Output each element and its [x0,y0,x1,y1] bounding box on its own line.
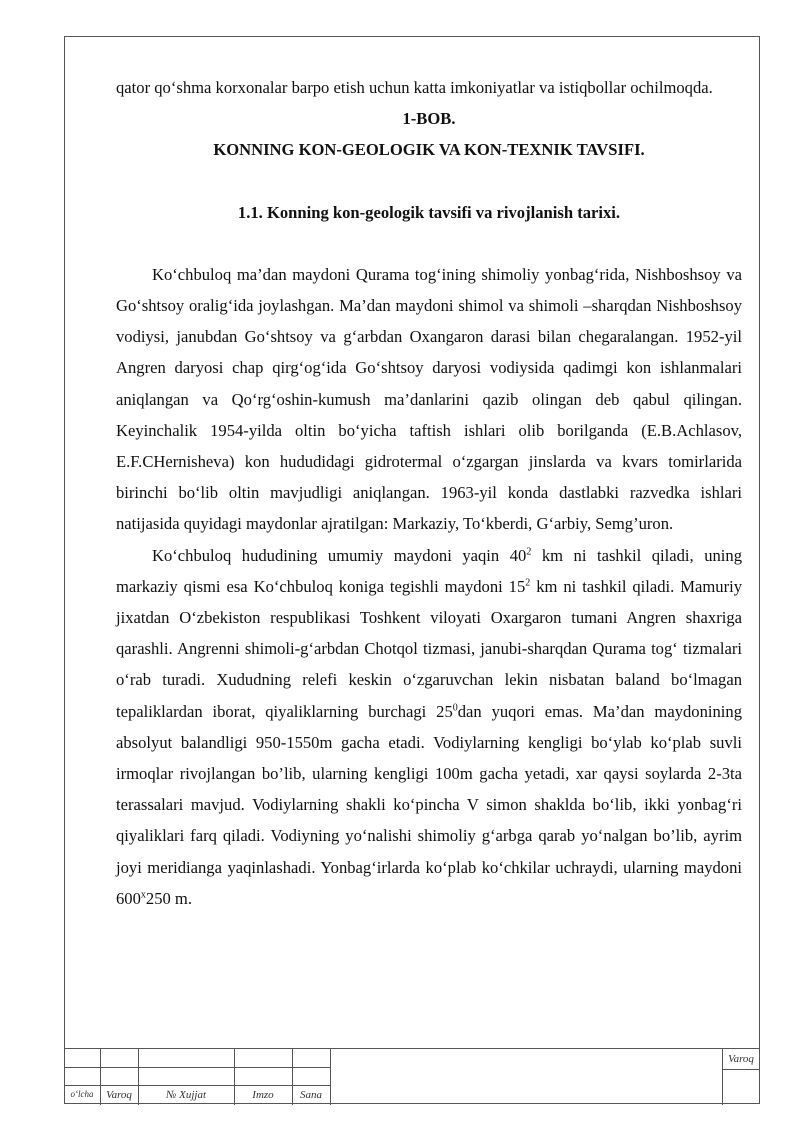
stamp-row-line [64,1067,330,1068]
chapter-title: KONNING KON-GEOLOGIK VA KON-TEXNIK TAVSIFI. [213,140,645,160]
p2-text-3: km ni tashkil qiladi. Mamuriy jixatdan O‘zbekiston respublikasi Toshkent viloyati Oxargaron tumani Angren shaxriga qarashli. Angrenni shimoli-g‘arbdan Chotqol tizmasi, janubi-sharqdan Qurama tog‘ tizmalari o‘rab turadi. Xududning relefi keskin o‘zgaruvchan lekin nisbatan baland bo‘lmagan tepaliklardan iborat, qiyaliklarning burchagi 25 [116,576,742,721]
stamp-sheet-label: Varoq [728,1053,754,1065]
p2-text-1: Ko‘chbuloq hududining umumiy maydoni yaqin 40 [152,545,527,565]
stamp-row-line [64,1085,330,1086]
p2-sup-2: 2 [525,577,531,589]
stamp-sheet-line [722,1069,760,1070]
p2-sup-3: 0 [452,702,458,714]
p2-text-2: km ni tashkil qiladi, uning markaziy qismi esa Ko‘chbuloq koniga tegishli maydoni 15 [116,545,743,596]
p2-text-5: 250 m. [145,888,192,908]
paragraph-2 [116,540,742,914]
p2-text-4: dan yuqori emas. Ma’dan maydonining absolyut balandligi 950-1550m gacha etadi. Vodiylarning kengligi bo‘ylab ko‘plab suvli irmoqlar rivojlangan bo’lib, ularning kengligi 100m gacha yetadi, xar qaysi soylarda 2-3ta terassalari mavjud. Vodiylarning shakli ko‘pincha V simon shaklda bo‘lib, ikki yonbag‘ri qiyaliklari farq qiladi. Vodiyning yo‘nalishi shimoliy g‘arbga qarab yo‘nalgan bo’lib, ayrim joyi meridianga yaqinlashadi. Yonbag‘irlarda ko‘plab ko‘chkilar uchraydi, ularning maydoni 600 [116,701,742,908]
stamp-date-label: Sana [300,1089,322,1101]
chapter-number: 1-BOB. [402,109,456,129]
stamp-sheet-col-label: Varoq [106,1089,132,1101]
p2-sup-1: 2 [526,546,532,558]
document-body [116,72,742,914]
stamp-sign-label: Imzo [252,1089,274,1101]
stamp-change-label: o‘lchа [70,1089,94,1099]
title-block-stamp [64,1048,760,1104]
section-title: 1.1. Konning kon-geologik tavsifi va rivojlanish tarixi. [237,202,621,222]
intro-text: qator qo‘shma korxonalar barpo etish uchun katta imkoniyatlar va istiqbollar ochilmoqda. [116,78,713,97]
stamp-doc-label: № Xujjat [165,1089,206,1101]
paragraph-1: Ko‘chbuloq ma’dan maydoni Qurama tog‘ining shimoliy yonbag‘rida, Nishboshsoy va Go‘shtsoy oralig‘ida joylashgan. Ma’dan maydoni shimol va shimoli –sharqdan Nishboshsoy vodiysi, janubdan Go‘shtsoy va g‘arbdan Oxangaron darasi bilan chegaralangan. 1952-yil Angren daryosi chap qirg‘og‘ida Go‘shtsoy daryosi vodiysida qadimgi kon ishlanmalari aniqlangan va Qo‘rg‘oshin-kumush ma’danlarini qazib olingan deb qabul qilingan. Keyinchalik 1954-yilda oltin bo‘yicha taftish ishlari olib borilganda (E.B.Achlasov, E.F.CHernisheva) kon hududidagi gidrotermal o‘zgargan jinslarda va kvars tomirlarida birinchi bo‘lib oltin mavjudligi aniqlangan. 1963-yil konda dastlabki razvedka ishlari natijasida quyidagi maydonlar ajratilgan: Markaziy, To‘kberdi, G‘arbiy, Semg’uron. [116,264,742,534]
stamp-col-line [330,1049,331,1105]
p2-sup-4: x [140,889,146,901]
